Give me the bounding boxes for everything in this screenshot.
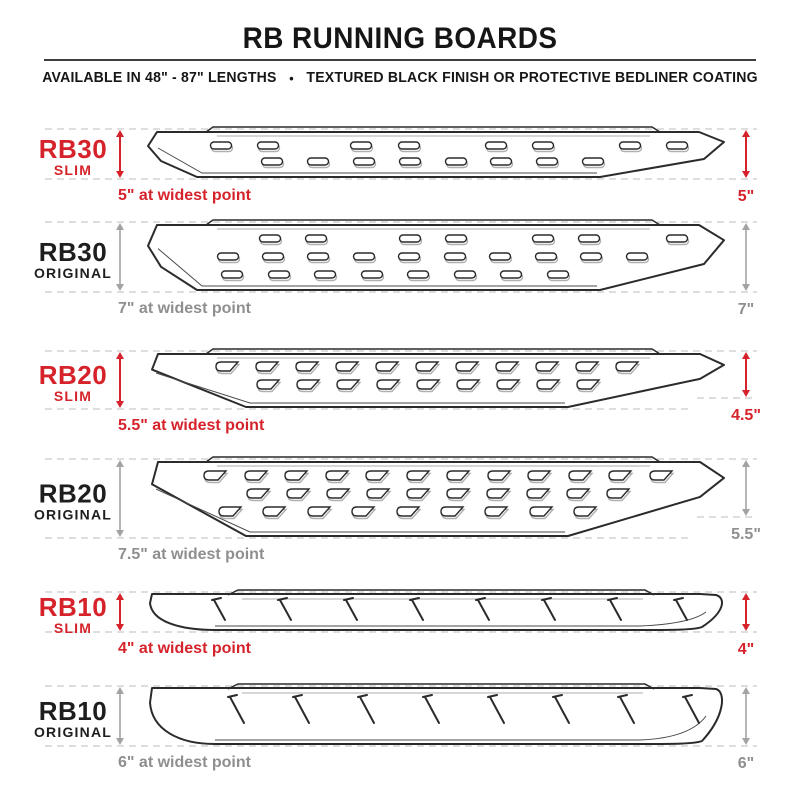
oval-slot: [260, 235, 281, 242]
oval-slot: [446, 158, 467, 165]
board-row-rb10-slim: [39, 590, 757, 658]
oval-slot: [408, 271, 429, 278]
arrowhead-down-icon: [116, 530, 124, 537]
arrowhead-down-icon: [742, 509, 750, 516]
board-outline: [152, 462, 724, 536]
board-outline: [148, 132, 724, 177]
oval-slot: [536, 253, 557, 260]
oval-slot: [351, 142, 372, 149]
board-row-rb30-slim: [39, 127, 757, 205]
oval-slot: [537, 158, 558, 165]
widest-point-label: 7.5" at widest point: [118, 546, 265, 563]
subtitle-lengths: AVAILABLE IN 48" - 87" LENGTHS: [42, 70, 277, 86]
right-measure-label: 6": [737, 755, 755, 772]
board-name: RB30: [38, 134, 108, 164]
oval-slot: [306, 235, 327, 242]
arrowhead-up-icon: [742, 130, 750, 137]
oval-slot: [627, 253, 648, 260]
arrowhead-down-icon: [116, 738, 124, 745]
oval-slot: [583, 158, 604, 165]
arrowhead-down-icon: [742, 390, 750, 397]
board-variant: ORIGINAL: [33, 724, 113, 740]
right-measure-label: 4": [737, 641, 755, 658]
oval-slot: [400, 158, 421, 165]
arrowhead-down-icon: [742, 171, 750, 178]
arrowhead-up-icon: [742, 687, 750, 694]
widest-point-label: 4" at widest point: [118, 640, 251, 657]
board-row-rb30-original: [34, 220, 757, 318]
board-variant: SLIM: [53, 620, 93, 636]
right-measure-label: 7": [737, 301, 755, 318]
oval-slot: [211, 142, 232, 149]
oval-slot: [579, 235, 600, 242]
oval-slot: [362, 271, 383, 278]
oval-slot: [445, 253, 466, 260]
oval-slot: [581, 253, 602, 260]
arrowhead-up-icon: [116, 593, 124, 600]
arrowhead-up-icon: [116, 223, 124, 230]
oval-slot: [620, 142, 641, 149]
oval-slot: [491, 158, 512, 165]
oval-slot: [399, 142, 420, 149]
board-row-rb20-original: [34, 457, 761, 563]
board-name: RB10: [38, 696, 108, 726]
board-row-rb10-original: [34, 684, 757, 772]
oval-slot: [455, 271, 476, 278]
oval-slot: [399, 253, 420, 260]
oval-slot: [269, 271, 290, 278]
arrowhead-down-icon: [116, 624, 124, 631]
board-row-rb20-slim: [39, 349, 761, 434]
widest-point-label: 7" at widest point: [118, 300, 251, 317]
oval-slot: [533, 235, 554, 242]
arrowhead-up-icon: [116, 352, 124, 359]
board-variant: ORIGINAL: [33, 265, 113, 281]
board-variant: ORIGINAL: [33, 506, 113, 523]
page-title: RB RUNNING BOARDS: [242, 22, 558, 55]
board-name: RB20: [38, 360, 108, 390]
bullet-separator-icon: •: [289, 70, 294, 86]
arrowhead-down-icon: [742, 284, 750, 291]
oval-slot: [258, 142, 279, 149]
oval-slot: [354, 158, 375, 165]
oval-slot: [263, 253, 284, 260]
arrowhead-up-icon: [116, 460, 124, 467]
arrowhead-up-icon: [116, 130, 124, 137]
board-variant: SLIM: [53, 162, 93, 178]
widest-point-label: 5.5" at widest point: [118, 417, 265, 434]
oval-slot: [548, 271, 569, 278]
arrowhead-up-icon: [742, 593, 750, 600]
oval-slot: [354, 253, 375, 260]
oval-slot: [222, 271, 243, 278]
right-measure-label: 4.5": [731, 407, 761, 424]
widest-point-label: 6" at widest point: [118, 754, 251, 771]
arrowhead-down-icon: [742, 738, 750, 745]
oval-slot: [400, 235, 421, 242]
board-name: RB20: [38, 478, 108, 509]
subtitle-finish: TEXTURED BLACK FINISH OR PROTECTIVE BEDLINER COATING: [306, 70, 758, 86]
oval-slot: [533, 142, 554, 149]
arrowhead-up-icon: [116, 687, 124, 694]
board-name: RB10: [38, 592, 108, 622]
arrowhead-down-icon: [116, 284, 124, 291]
arrowhead-down-icon: [116, 171, 124, 178]
board-variant: SLIM: [53, 388, 93, 404]
arrowhead-up-icon: [742, 460, 750, 467]
oval-slot: [501, 271, 522, 278]
arrowhead-down-icon: [742, 624, 750, 631]
arrowhead-up-icon: [742, 352, 750, 359]
right-measure-label: 5.5": [731, 526, 761, 543]
arrowhead-up-icon: [742, 223, 750, 230]
widest-point-label: 5" at widest point: [118, 187, 251, 204]
oval-slot: [486, 142, 507, 149]
oval-slot: [308, 158, 329, 165]
oval-slot: [446, 235, 467, 242]
oval-slot: [667, 235, 688, 242]
arrowhead-down-icon: [116, 401, 124, 408]
board-name: RB30: [38, 237, 108, 267]
oval-slot: [490, 253, 511, 260]
oval-slot: [218, 253, 239, 260]
oval-slot: [262, 158, 283, 165]
right-measure-label: 5": [737, 188, 755, 205]
oval-slot: [308, 253, 329, 260]
oval-slot: [667, 142, 688, 149]
oval-slot: [315, 271, 336, 278]
